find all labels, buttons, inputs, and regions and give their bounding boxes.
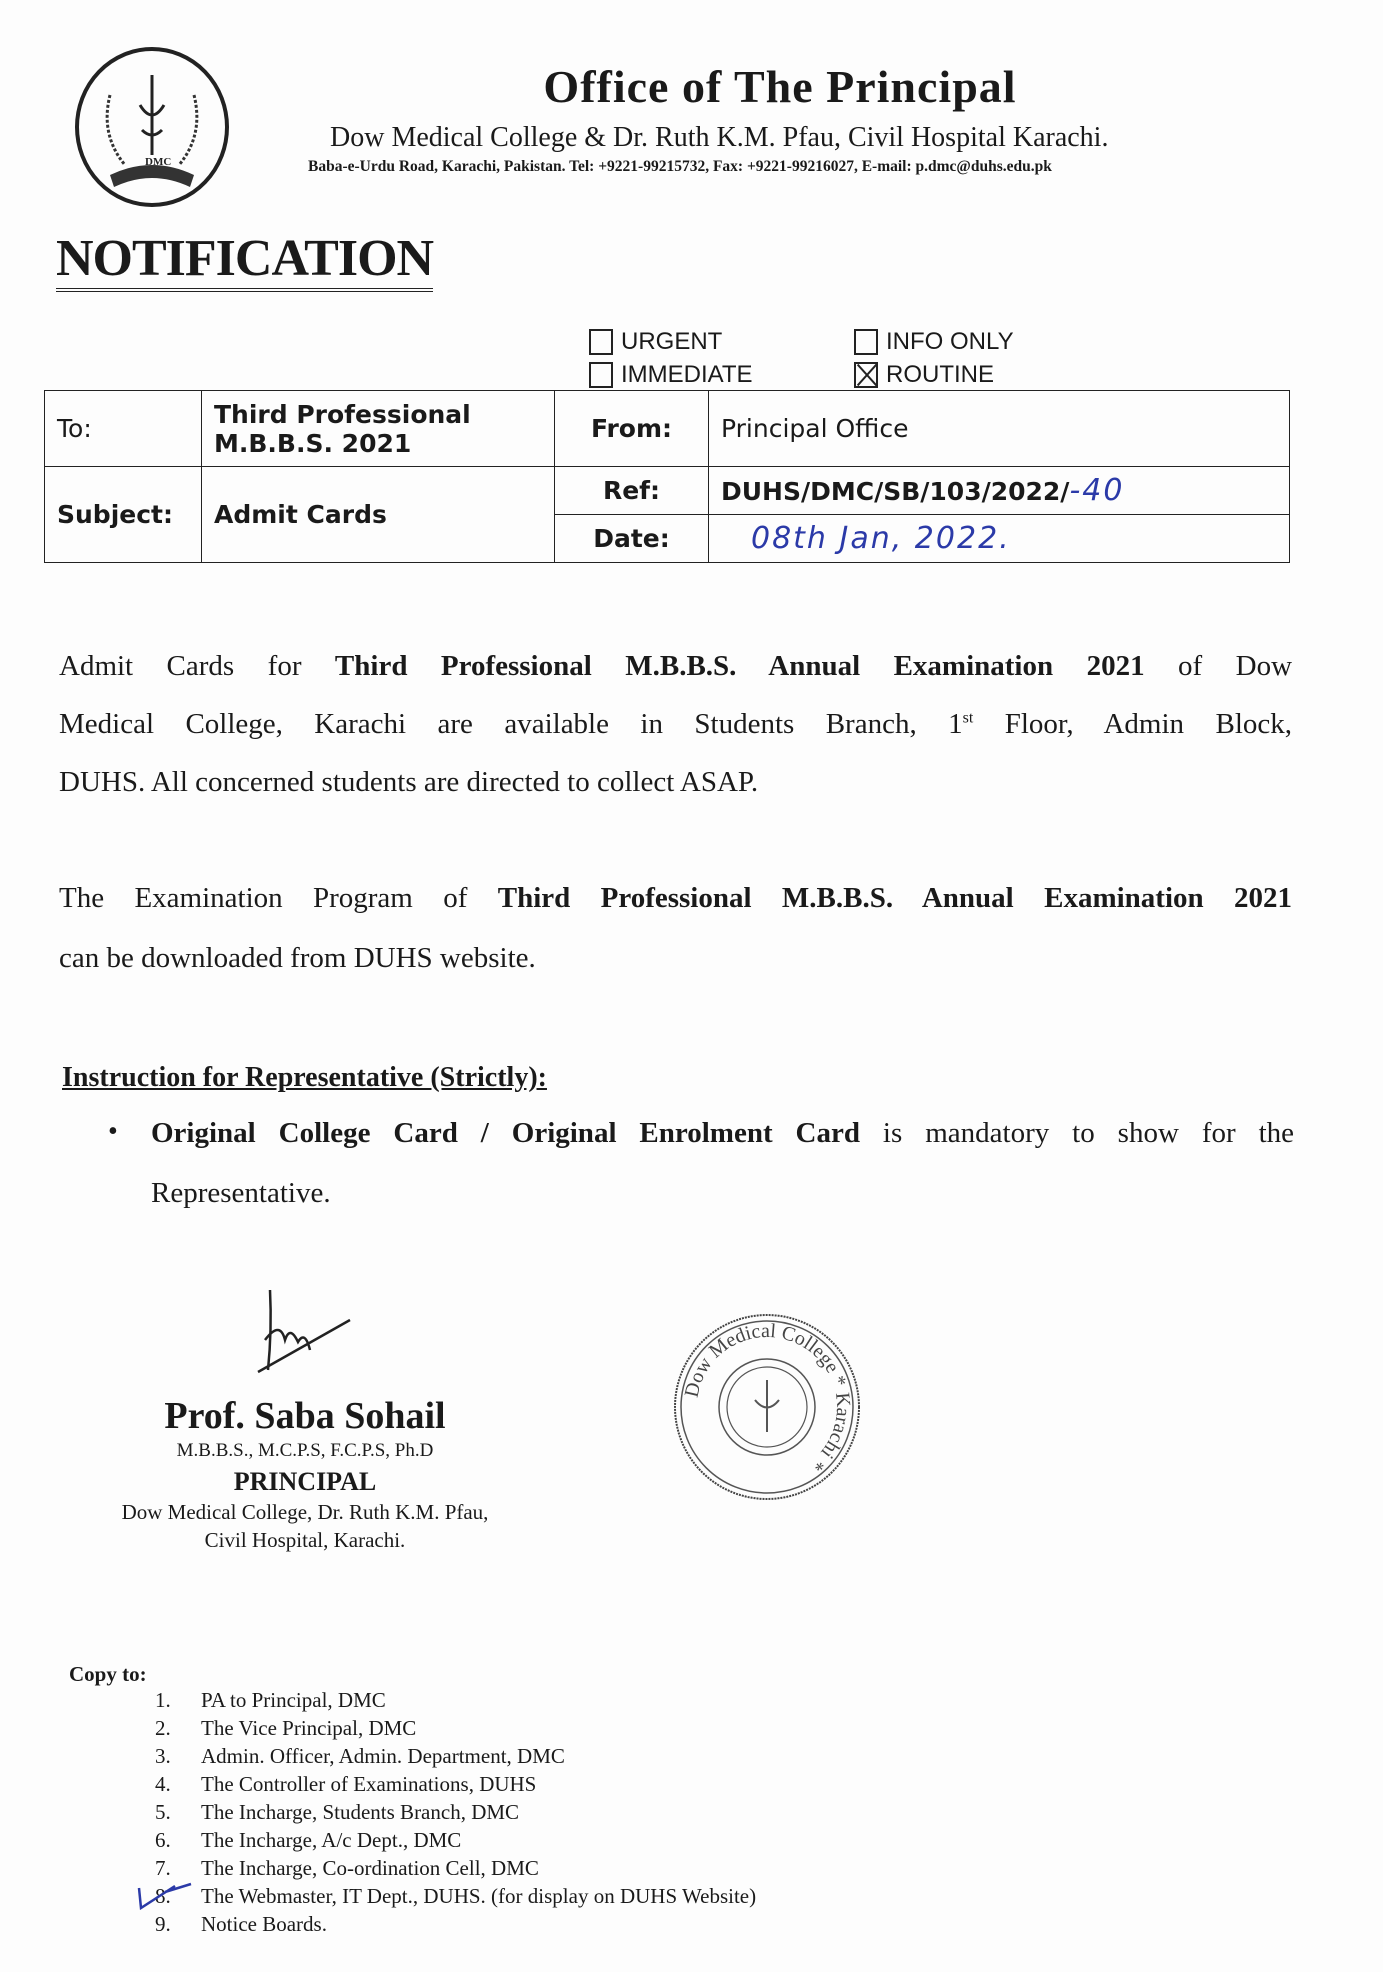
signatory-org-line2: Civil Hospital, Karachi.: [204, 1528, 406, 1552]
copy-to-item: [155, 1884, 756, 1909]
item-number: 4.: [155, 1772, 171, 1796]
checked-checkbox-icon: [854, 362, 878, 388]
from-label: From:: [555, 391, 709, 467]
item-text: The Webmaster, IT Dept., DUHS. (for display on DUHS Website): [201, 1884, 757, 1908]
memo-header-table: [44, 390, 1290, 563]
item-number: 1.: [155, 1688, 171, 1712]
from-value: Principal Office: [709, 391, 1290, 467]
bullet-line: Representative.: [151, 1177, 331, 1209]
to-label: To:: [45, 391, 202, 467]
checkbox-info-only[interactable]: [854, 328, 1014, 356]
checkbox-immediate[interactable]: [589, 361, 753, 389]
signatory-name: Prof. Saba Sohail: [164, 1395, 446, 1437]
item-text: The Vice Principal, DMC: [201, 1716, 417, 1740]
signatory-designation: PRINCIPAL: [233, 1467, 377, 1496]
item-text: The Incharge, A/c Dept., DMC: [201, 1828, 462, 1852]
subject-value: Admit Cards: [202, 467, 555, 563]
subject-label: Subject:: [45, 467, 202, 563]
para1-line: DUHS. All concerned students are directed to collect ASAP.: [59, 766, 759, 798]
svg-text:DMC: DMC: [145, 156, 172, 168]
item-number: 2.: [155, 1716, 171, 1740]
signatory-qualifications: M.B.B.S., M.C.P.S, F.C.P.S, Ph.D: [176, 1440, 434, 1461]
copy-to-label: Copy to:: [69, 1662, 147, 1686]
college-name: Dow Medical College & Dr. Ruth K.M. Pfau, Civil Hospital Karachi.: [330, 122, 1109, 153]
checkbox-label: ROUTINE: [886, 361, 994, 388]
copy-to-item: [155, 1744, 565, 1769]
ref-value: DUHS/DMC/SB/103/2022/-40: [709, 467, 1290, 515]
item-number: 7.: [155, 1856, 171, 1880]
date-label: Date:: [555, 515, 709, 563]
college-stamp: [670, 1310, 865, 1505]
svg-text:Dow Medical College * Karachi: Dow Medical College * Karachi *: [680, 1319, 855, 1476]
checkbox-icon: [589, 329, 613, 355]
item-number: 8.: [155, 1884, 171, 1908]
para2-line: can be downloaded from DUHS website.: [59, 942, 536, 974]
item-text: Admin. Officer, Admin. Department, DMC: [201, 1744, 565, 1768]
ref-handwritten: -40: [1069, 473, 1125, 508]
item-text: The Controller of Examinations, DUHS: [201, 1772, 537, 1796]
bullet-icon: •: [108, 1116, 118, 1147]
checkbox-routine[interactable]: [854, 361, 994, 389]
date-handwritten: 08th Jan, 2022.: [751, 521, 1011, 556]
para1-line: Medical College, Karachi are available in Students Branch, 1st Floor, Admin Block,: [59, 708, 1292, 740]
checkbox-urgent[interactable]: [589, 328, 722, 356]
item-text: The Incharge, Co-ordination Cell, DMC: [201, 1856, 539, 1880]
instruction-heading: Instruction for Representative (Strictly):: [62, 1062, 547, 1093]
handwritten-tick-mark: [135, 1882, 195, 1912]
item-text: The Incharge, Students Branch, DMC: [201, 1800, 520, 1824]
item-number: 5.: [155, 1800, 171, 1824]
checkbox-label: INFO ONLY: [886, 328, 1014, 355]
copy-to-item: [155, 1856, 539, 1881]
signatory-org-line1: Dow Medical College, Dr. Ruth K.M. Pfau,: [121, 1500, 489, 1524]
office-title: Office of The Principal: [543, 61, 1017, 112]
item-number: 3.: [155, 1744, 171, 1768]
notification-heading: NOTIFICATION: [56, 232, 433, 292]
copy-to-item: [155, 1800, 519, 1825]
date-value: [709, 515, 1290, 563]
checkbox-label: IMMEDIATE: [621, 361, 753, 388]
copy-to-item: [155, 1912, 327, 1937]
signature: [250, 1280, 360, 1380]
copy-to-item: [155, 1828, 461, 1853]
checkbox-icon: [854, 329, 878, 355]
para2-line: The Examination Program of Third Professional M.B.B.S. Annual Examination 2021: [59, 882, 1292, 914]
checkbox-icon: [589, 362, 613, 388]
contact-address: Baba-e-Urdu Road, Karachi, Pakistan. Tel: +9221-99215732, Fax: +9221-99216027, E-mail: p.dmc@duhs.edu.pk: [308, 158, 1052, 175]
para1-line: Admit Cards for Third Professional M.B.B.S. Annual Examination 2021 of Dow: [59, 650, 1293, 682]
ref-label: Ref:: [555, 467, 709, 515]
bullet-line: Original College Card / Original Enrolment Card is mandatory to show for the: [151, 1117, 1294, 1149]
copy-to-item: [155, 1688, 386, 1713]
copy-to-item: [155, 1772, 536, 1797]
copy-to-item: [155, 1716, 416, 1741]
item-number: 9.: [155, 1912, 171, 1936]
to-value: Third Professional M.B.B.S. 2021: [202, 391, 555, 467]
item-text: Notice Boards.: [201, 1912, 327, 1936]
item-number: 6.: [155, 1828, 171, 1852]
item-text: PA to Principal, DMC: [201, 1688, 386, 1712]
checkbox-label: URGENT: [621, 328, 723, 355]
